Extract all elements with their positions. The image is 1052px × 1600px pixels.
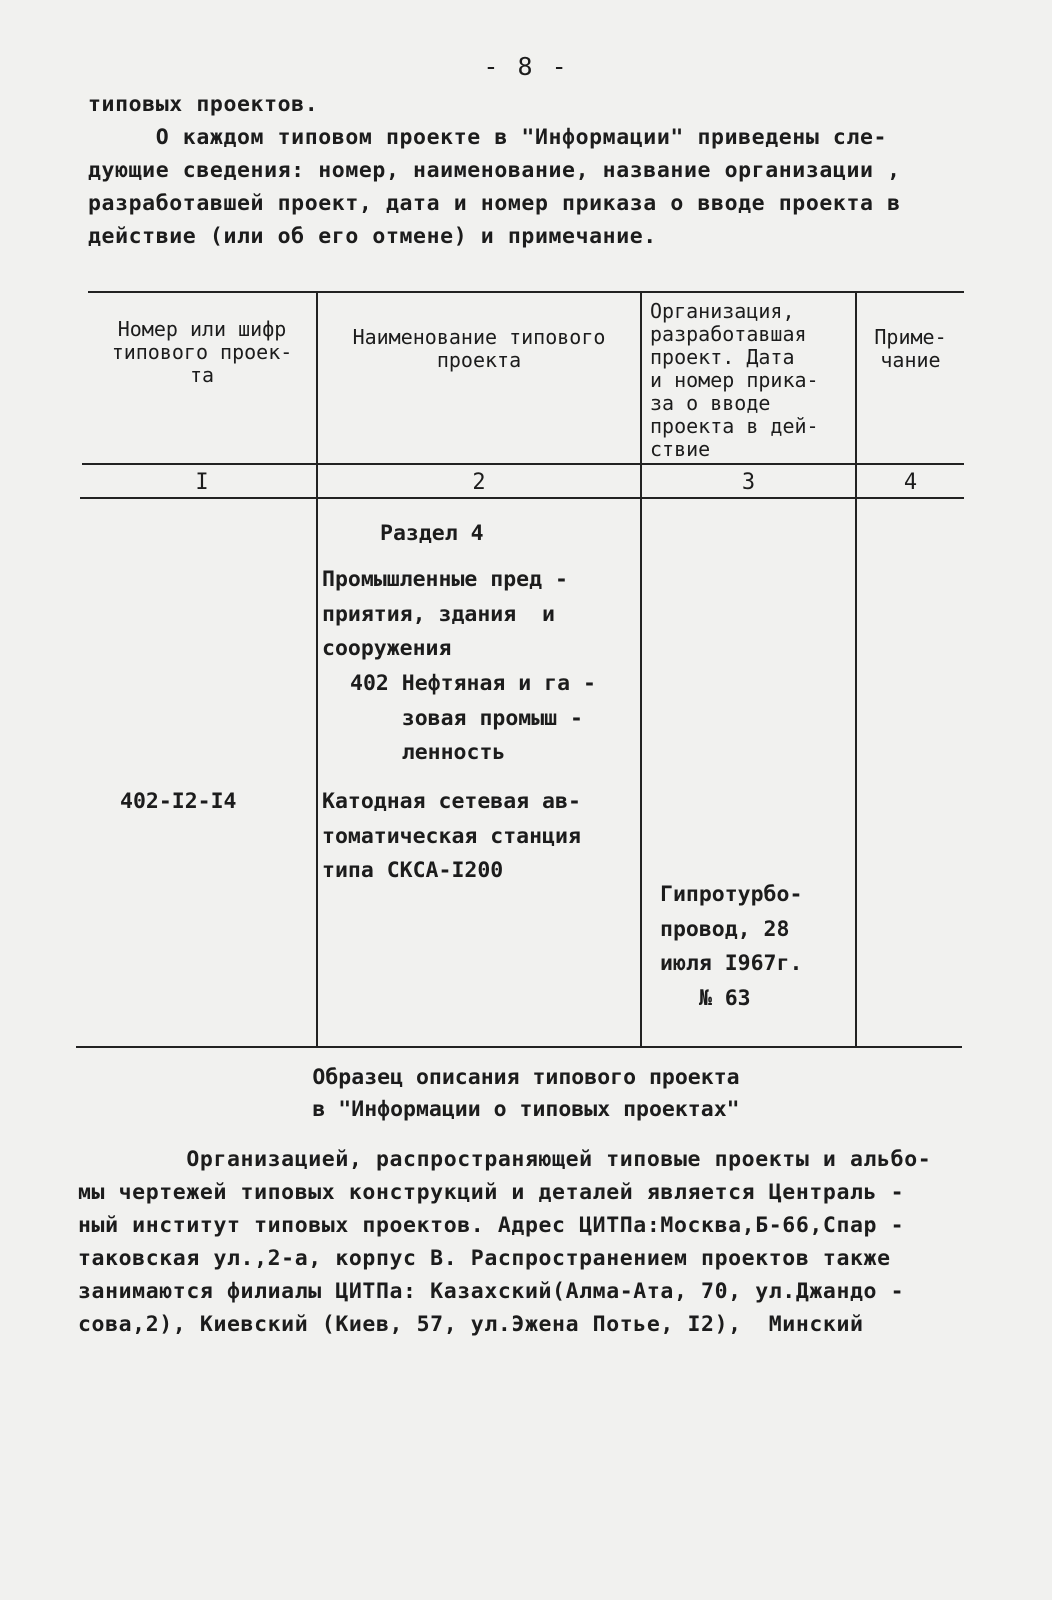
column-divider-2 [640, 291, 642, 1046]
subsection-name: 402 Нефтяная и га - зовая промыш - ленность [350, 671, 596, 765]
column-number-3: 3 [741, 470, 756, 495]
column-divider-3 [855, 291, 857, 1046]
table-bottom-rule [76, 1046, 962, 1048]
header-name: Наименование типового проекта [352, 325, 606, 372]
column-number-1: I [195, 470, 209, 495]
column-number-4: 4 [903, 470, 918, 495]
header-number: Номер или шифр типового проек- та [111, 317, 293, 387]
header-note: Приме- чание [874, 325, 947, 372]
column-number-2: 2 [472, 470, 486, 495]
page-number: - 8 - [483, 52, 569, 81]
table-numbers-rule [80, 497, 964, 499]
table-header-rule [82, 463, 964, 465]
project-organization: Гипротурбо- провод, 28 июля I967г. № 63 [660, 882, 803, 1011]
header-organization: Организация, разработавшая проект. Дата и номер прика- за о вводе проекта в дей- ствие [650, 299, 819, 461]
section-title: Раздел 4 [380, 521, 484, 546]
closing-paragraph: Организацией, распространяющей типовые проекты и альбо- мы чертежей типовых конструкций и деталей является Централь - ный институт типовых проектов. Адрес ЦИТПа:Москва,Б-66,Спар - таковская ул.,2-а, корпус В. Распространением проектов также занимаются филиалы ЦИТПа: Казахский(Алма-Ата, 70, ул.Джандо - сова,2), Киевский (Киев, 57, ул.Эжена Потье, I2), Минский [78, 1147, 932, 1337]
table-top-rule [88, 291, 964, 293]
intro-paragraph: типовых проектов. О каждом типовом проекте в "Информации" приведены сле- дующие сведения: номер, наименование, название организации , разработавшей проект, дата и номер приказа о вводе проекта в действие (или об его отмене) и примечание. [88, 92, 901, 249]
column-divider-1 [316, 291, 318, 1046]
project-name: Катодная сетевая ав- томатическая станция типа СКСА-I200 [322, 789, 581, 883]
section-name: Промышленные пред - приятия, здания и сооружения [322, 567, 568, 661]
table-caption: Образец описания типового проекта в "Информации о типовых проектах" [312, 1065, 740, 1122]
project-number: 402-I2-I4 [120, 789, 237, 814]
